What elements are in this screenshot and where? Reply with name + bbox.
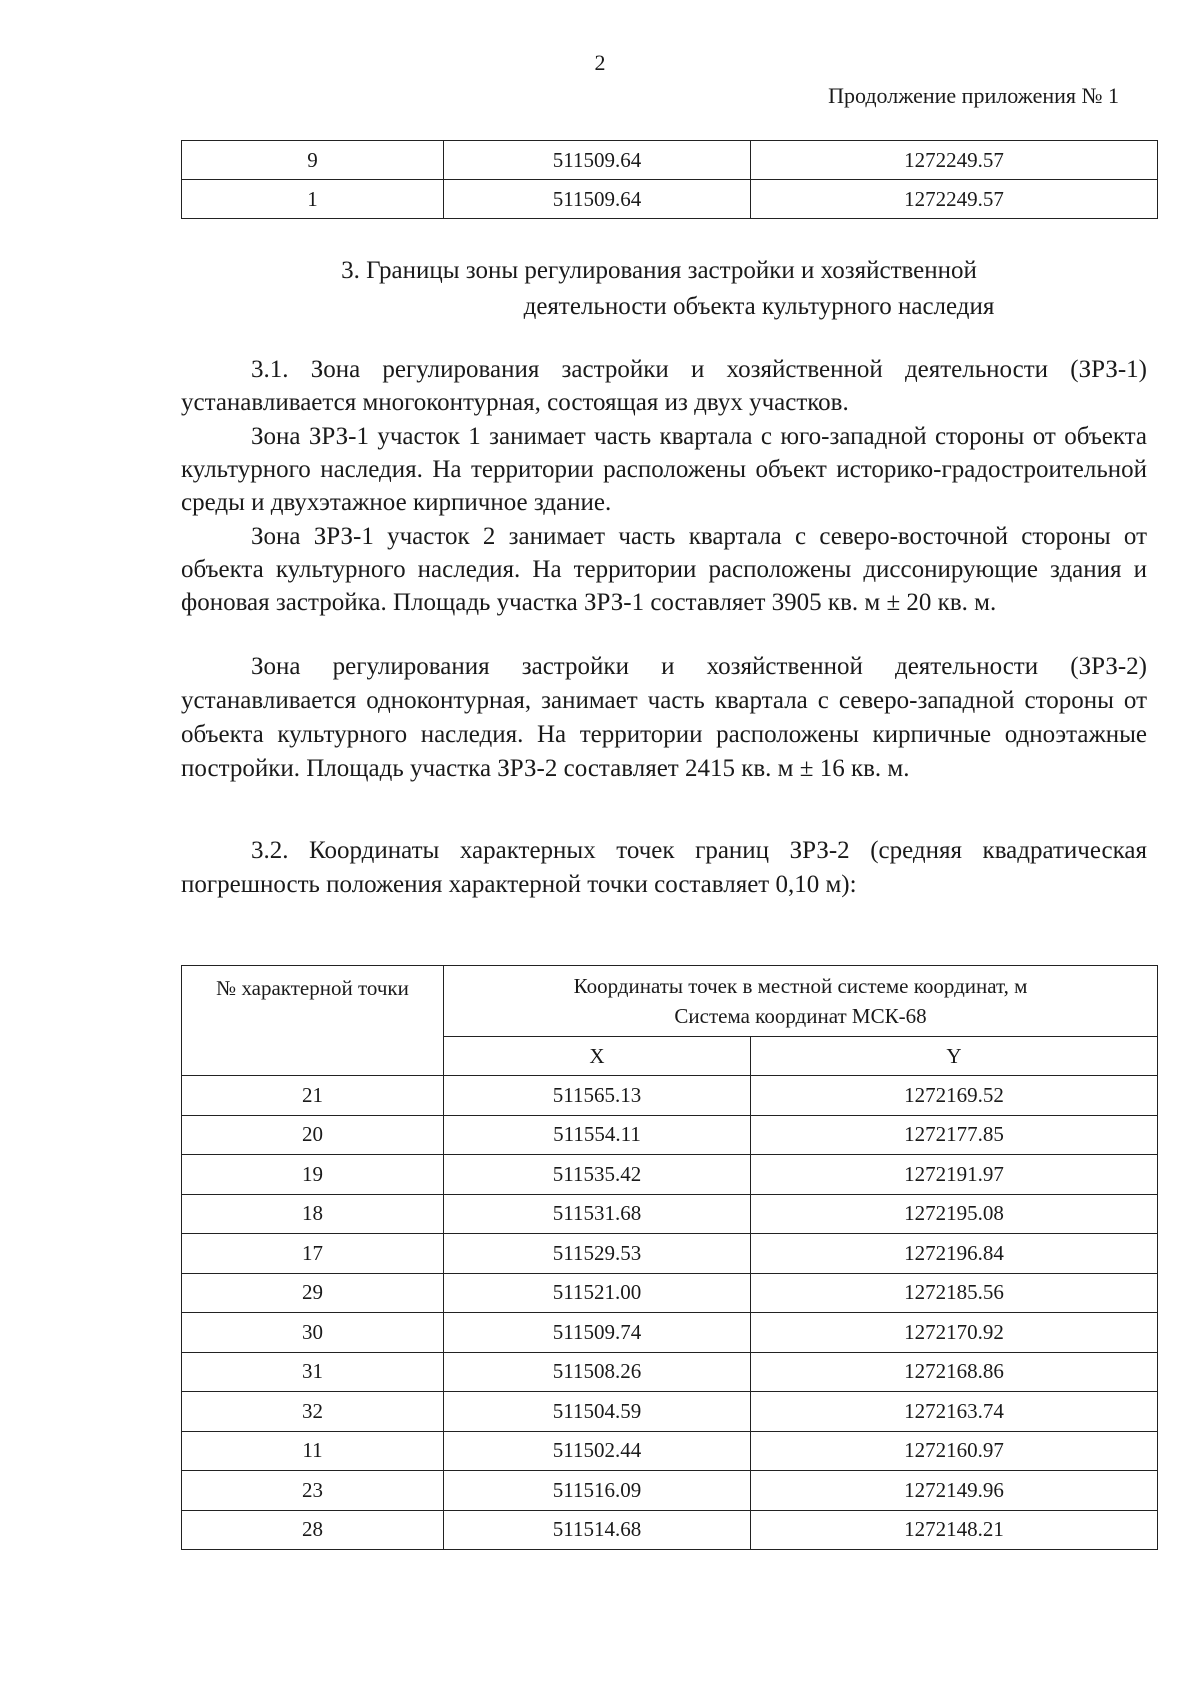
continuation-label: Продолжение приложения № 1 xyxy=(828,83,1119,108)
table-row xyxy=(182,1471,1158,1511)
point-number-cell: 29 xyxy=(182,1273,444,1313)
paragraph-zrz-2 xyxy=(181,650,1147,786)
x-coordinate-cell: 511509.74 xyxy=(444,1313,751,1353)
header-coordinates-line-2: Система координат МСК-68 xyxy=(674,1004,927,1028)
point-number-cell: 32 xyxy=(182,1392,444,1432)
table-row xyxy=(182,1076,1158,1116)
section-heading-line-1: 3. Границы зоны регулирования застройки и хозяйственной xyxy=(341,257,977,284)
table-row xyxy=(182,141,1158,180)
table-row xyxy=(182,1352,1158,1392)
x-coordinate-cell: 511508.26 xyxy=(444,1352,751,1392)
point-number-cell: 28 xyxy=(182,1510,444,1550)
coordinates-table xyxy=(181,965,1158,1550)
point-number-cell: 21 xyxy=(182,1076,444,1116)
x-coordinate-cell: 511554.11 xyxy=(444,1115,751,1155)
y-coordinate-cell: 1272169.52 xyxy=(751,1076,1158,1116)
table-row xyxy=(182,1431,1158,1471)
x-coordinate-cell: 511502.44 xyxy=(444,1431,751,1471)
header-coordinates xyxy=(444,966,1158,1037)
point-number-cell: 23 xyxy=(182,1471,444,1511)
table-row xyxy=(182,1115,1158,1155)
y-coordinate-cell: 1272160.97 xyxy=(751,1431,1158,1471)
point-number-cell: 9 xyxy=(182,141,444,180)
y-coordinate-cell: 1272191.97 xyxy=(751,1155,1158,1195)
point-number-cell: 18 xyxy=(182,1194,444,1234)
point-number-cell: 11 xyxy=(182,1431,444,1471)
y-coordinate-cell: 1272170.92 xyxy=(751,1313,1158,1353)
paragraph-text: 3.2. Координаты характерных точек границ ЗРЗ-2 (средняя квадратическая погрешность положения характерной точки составляет 0,10 м): xyxy=(181,837,1147,898)
x-coordinate-cell: 511504.59 xyxy=(444,1392,751,1432)
x-coordinate-cell: 511565.13 xyxy=(444,1076,751,1116)
table-row xyxy=(182,1194,1158,1234)
x-coordinate-cell: 511535.42 xyxy=(444,1155,751,1195)
paragraph-text: 3.1. Зона регулирования застройки и хозяйственной деятельности (ЗРЗ-1) устанавливается многоконтурная, состоящая из двух участков. xyxy=(181,356,1147,416)
table-row xyxy=(182,180,1158,219)
page-number: 2 xyxy=(594,50,606,75)
point-number-cell: 20 xyxy=(182,1115,444,1155)
paragraph-zone-1 xyxy=(181,420,1147,519)
paragraph-text: Зона ЗРЗ-1 участок 2 занимает часть квартала с северо-восточной стороны от объекта культурного наследия. На территории расположены диссонирующие здания и фоновая застройка. Площадь участка ЗРЗ-1 составляет 3905 кв. м ± 20 кв. м. xyxy=(181,523,1147,616)
y-coordinate-cell: 1272149.96 xyxy=(751,1471,1158,1511)
header-y: Y xyxy=(751,1037,1158,1076)
top-coordinates-table xyxy=(181,140,1158,219)
point-number-cell: 30 xyxy=(182,1313,444,1353)
section-heading xyxy=(181,253,1157,325)
header-point-number: № характерной точки xyxy=(182,966,444,1076)
paragraph-text: Зона ЗРЗ-1 участок 1 занимает часть квартала с юго-западной стороны от объекта культурного наследия. На территории расположены объект историко-градостроительной среды и двухэтажное кирпичное здание. xyxy=(181,423,1147,516)
x-coordinate-cell: 511509.64 xyxy=(444,141,751,180)
table-row xyxy=(182,1273,1158,1313)
table-row xyxy=(182,1155,1158,1195)
paragraph-3-1 xyxy=(181,353,1147,419)
paragraph-zone-2 xyxy=(181,520,1147,619)
table-row xyxy=(182,1313,1158,1353)
section-heading-line-2: деятельности объекта культурного наследия xyxy=(523,293,995,320)
header-x: X xyxy=(444,1037,751,1076)
point-number-cell: 19 xyxy=(182,1155,444,1195)
y-coordinate-cell: 1272196.84 xyxy=(751,1234,1158,1274)
y-coordinate-cell: 1272195.08 xyxy=(751,1194,1158,1234)
table-row xyxy=(182,1392,1158,1432)
x-coordinate-cell: 511531.68 xyxy=(444,1194,751,1234)
header-coordinates-line-1: Координаты точек в местной системе координат, м xyxy=(573,974,1028,998)
x-coordinate-cell: 511521.00 xyxy=(444,1273,751,1313)
paragraph-text: Зона регулирования застройки и хозяйственной деятельности (ЗРЗ-2) устанавливается одноконтурная, занимает часть квартала с северо-западной стороны от объекта культурного наследия. На территории расположены кирпичные одноэтажные постройки. Площадь участка ЗРЗ-2 составляет 2415 кв. м ± 16 кв. м. xyxy=(181,653,1147,782)
y-coordinate-cell: 1272163.74 xyxy=(751,1392,1158,1432)
point-number-cell: 31 xyxy=(182,1352,444,1392)
x-coordinate-cell: 511514.68 xyxy=(444,1510,751,1550)
coordinates-table-body xyxy=(182,1076,1158,1550)
point-number-cell: 1 xyxy=(182,180,444,219)
y-coordinate-cell: 1272185.56 xyxy=(751,1273,1158,1313)
y-coordinate-cell: 1272177.85 xyxy=(751,1115,1158,1155)
y-coordinate-cell: 1272168.86 xyxy=(751,1352,1158,1392)
y-coordinate-cell: 1272249.57 xyxy=(751,180,1158,219)
x-coordinate-cell: 511529.53 xyxy=(444,1234,751,1274)
x-coordinate-cell: 511509.64 xyxy=(444,180,751,219)
y-coordinate-cell: 1272148.21 xyxy=(751,1510,1158,1550)
table-row xyxy=(182,1510,1158,1550)
x-coordinate-cell: 511516.09 xyxy=(444,1471,751,1511)
y-coordinate-cell: 1272249.57 xyxy=(751,141,1158,180)
paragraph-3-2 xyxy=(181,834,1147,902)
table-row xyxy=(182,1234,1158,1274)
point-number-cell: 17 xyxy=(182,1234,444,1274)
